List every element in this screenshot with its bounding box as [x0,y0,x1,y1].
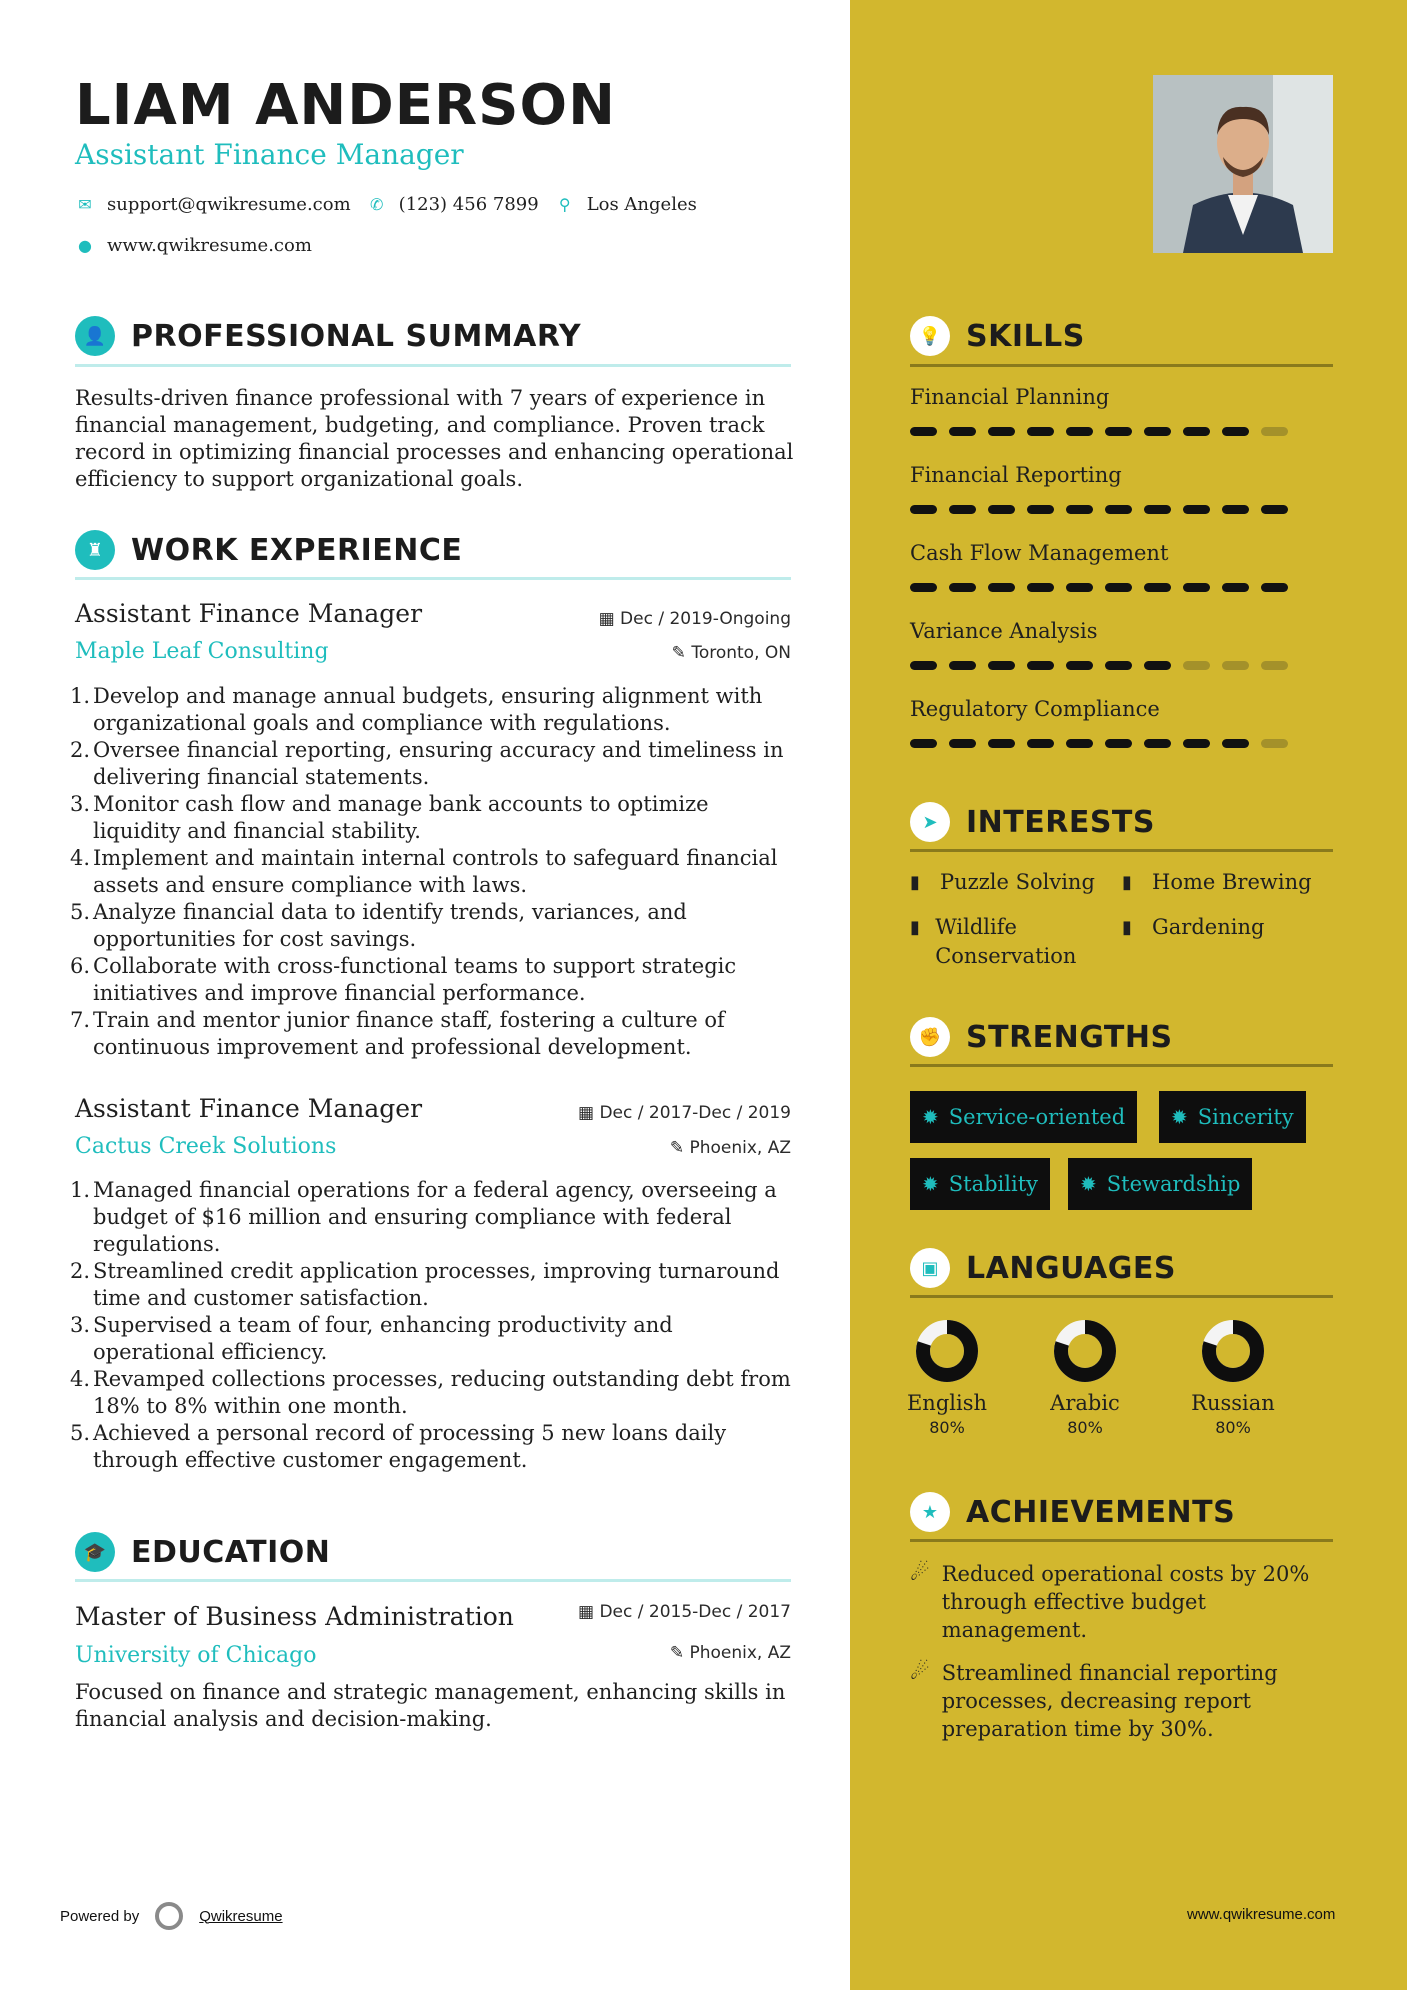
rating-dot [1066,583,1093,592]
strengths-divider [910,1064,1333,1067]
language-gauge [1053,1319,1117,1383]
rating-dot [910,505,937,514]
graduate-icon: 🎓 [75,1532,115,1572]
rating-dot [1183,739,1210,748]
envelope-icon: ✉ [78,195,92,214]
book-icon: ▮ [1122,917,1132,938]
book-icon: ▮ [1122,872,1132,893]
language-name: Russian [1191,1391,1275,1415]
rating-dot [1261,427,1288,436]
contact-row [75,193,697,217]
skill-rating [910,739,1333,748]
skill-name: Cash Flow Management [910,541,1169,565]
footer-site[interactable]: www.qwikresume.com [1187,1906,1336,1923]
skill-name: Financial Reporting [910,463,1122,487]
calendar-icon: ▦ [578,1103,595,1123]
achievements-heading: ★ ACHIEVEMENTS [910,1492,1235,1532]
rating-dot [1222,583,1249,592]
interest-item: ▮ Home Brewing [1122,868,1342,897]
summary-divider [75,364,791,367]
job-role: Assistant Finance Manager [75,599,423,628]
rating-dot [1066,661,1093,670]
rating-dot [1105,739,1132,748]
experience-heading: ♜ WORK EXPERIENCE [75,530,462,570]
badge-icon: ✹ [1171,1105,1188,1129]
duty-item: 4. Implement and maintain internal controls to safeguard financial assets and ensure compliance with laws. [70,846,778,897]
book-icon: ▮ [910,872,920,893]
duty-item: 6. Collaborate with cross-functional teams to support strategic initiatives and improve financial performance. [70,954,737,1005]
pin-icon: ✎ [669,1138,685,1158]
skill-rating [910,505,1333,514]
rating-dot [1183,427,1210,436]
rating-dot [1261,505,1288,514]
skill-item [910,695,1333,773]
strength-tag: ✹ Service-oriented [910,1091,1137,1143]
duty-item: 1. Managed financial operations for a federal agency, overseeing a budget of $16 million and ensuring compliance with federal regulations. [70,1178,777,1256]
rating-dot [1027,583,1054,592]
rating-dot [910,739,937,748]
rating-dot [1066,739,1093,748]
rating-dot [1261,583,1288,592]
paper-plane-icon: ➤ [910,802,950,842]
location-text: Los Angeles [586,194,697,215]
calendar-icon: ▦ [578,1602,595,1622]
rating-dot [1261,661,1288,670]
website-row [75,234,312,258]
rating-dot [1222,505,1249,514]
rating-dot [1144,739,1171,748]
rating-dot [949,427,976,436]
rating-dot [1066,505,1093,514]
rating-dot [1144,427,1171,436]
summary-heading: 👤 PROFESSIONAL SUMMARY [75,316,581,356]
duty-item: 5. Analyze financial data to identify trends, variances, and opportunities for cost savings. [70,900,687,951]
rating-dot [1144,661,1171,670]
job-dates: ▦ Dec / 2017-Dec / 2019 [578,1103,791,1123]
rating-dot [1105,427,1132,436]
skills-divider [910,364,1333,367]
phone-icon: ✆ [369,195,384,214]
rating-dot [988,739,1015,748]
shooting-star-icon: ☄ [910,1660,930,1685]
duty-item: 5. Achieved a personal record of processing 5 new loans daily through effective customer engagement. [70,1421,727,1472]
rating-dot [1222,661,1249,670]
shooting-star-icon: ☄ [910,1561,930,1586]
job-role: Assistant Finance Manager [75,1094,423,1123]
job-location: ✎ Toronto, ON [671,643,791,663]
language-percent: 80% [1215,1418,1251,1437]
rating-dot [988,583,1015,592]
footer-powered: Powered by Qwikresume [60,1902,283,1930]
globe-icon: ● [78,236,92,255]
profile-photo [1153,75,1333,253]
user-icon: 👤 [75,316,115,356]
job-duties-list [70,683,797,1061]
rating-dot [910,427,937,436]
strength-tag: ✹ Sincerity [1159,1091,1306,1143]
job-location: ✎ Phoenix, AZ [669,1138,791,1158]
language-percent: 80% [929,1418,965,1437]
rating-dot [988,505,1015,514]
language-gauge [915,1319,979,1383]
education-school: University of Chicago [75,1643,317,1668]
duty-item: 4. Revamped collections processes, reducing outstanding debt from 18% to 8% within one month. [70,1367,791,1418]
pin-icon: ✎ [671,643,686,663]
skill-name: Regulatory Compliance [910,697,1160,721]
skill-item [910,539,1333,617]
education-heading: 🎓 EDUCATION [75,1532,330,1572]
language-item [1030,1319,1140,1439]
rating-dot [910,661,937,670]
interests-heading: ➤ INTERESTS [910,802,1155,842]
badge-icon: ✹ [922,1105,939,1129]
interest-item: ▮ Wildlife Conservation [910,913,1110,971]
rating-dot [988,427,1015,436]
interest-item: ▮ Puzzle Solving [910,868,1110,897]
rating-dot [949,583,976,592]
rating-dot [1027,505,1054,514]
language-item [1178,1319,1288,1439]
rating-dot [1027,739,1054,748]
phone-text: (123) 456 7899 [398,194,539,215]
skill-item [910,383,1333,461]
skill-name: Financial Planning [910,385,1110,409]
candidate-name: LIAM ANDERSON [75,73,616,138]
rating-dot [949,739,976,748]
strengths-heading: ✊ STRENGTHS [910,1017,1173,1057]
rating-dot [988,661,1015,670]
rating-dot [1027,661,1054,670]
duty-item: 3. Monitor cash flow and manage bank accounts to optimize liquidity and financial stability. [70,792,709,843]
email-text[interactable]: support@qwikresume.com [107,194,351,215]
language-name: Arabic [1050,1391,1120,1415]
badge-icon: ✹ [1080,1172,1097,1196]
map-pin-icon: ⚲ [558,195,571,214]
achievement-item: ☄ Streamlined financial reporting processes, decreasing report preparation time by 30%. [910,1660,1278,1741]
brand-link[interactable]: Qwikresume [199,1907,283,1925]
language-gauge [1201,1319,1265,1383]
education-divider [75,1579,791,1582]
rating-dot [1144,505,1171,514]
education-text: Focused on finance and strategic management, enhancing skills in financial analysis and decision-making. [75,1680,786,1731]
interests-divider [910,849,1333,852]
education-dates: ▦ Dec / 2015-Dec / 2017 [578,1602,791,1622]
education-location: ✎ Phoenix, AZ [669,1643,791,1663]
skill-name: Variance Analysis [910,619,1098,643]
strength-tag: ✹ Stewardship [1068,1158,1252,1210]
badge-icon: ✹ [922,1172,939,1196]
rating-dot [949,661,976,670]
job-dates: ▦ Dec / 2019-Ongoing [598,609,791,629]
rating-dot [1183,505,1210,514]
skill-rating [910,661,1333,670]
skill-rating [910,427,1333,436]
qwikresume-logo-icon [155,1902,183,1930]
star-icon: ★ [910,1492,950,1532]
experience-divider [75,577,791,580]
rating-dot [1105,505,1132,514]
skills-heading: 💡 SKILLS [910,316,1085,356]
languages-heading: ▣ LANGUAGES [910,1248,1176,1288]
job-company: Cactus Creek Solutions [75,1134,337,1159]
candidate-title: Assistant Finance Manager [75,138,464,171]
language-name: English [906,1391,988,1415]
book-icon: ▮ [910,917,920,938]
rating-dot [1183,583,1210,592]
rating-dot [1222,739,1249,748]
rating-dot [949,505,976,514]
rating-dot [1105,583,1132,592]
interest-item: ▮ Gardening [1122,913,1342,942]
achievements-divider [910,1539,1333,1542]
rating-dot [1105,661,1132,670]
duty-item: 7. Train and mentor junior finance staff, fostering a culture of continuous improvement and professional development. [70,1008,725,1059]
duty-item: 2. Streamlined credit application processes, improving turnaround time and customer satisfaction. [70,1259,780,1310]
rating-dot [1183,661,1210,670]
strength-tag: ✹ Stability [910,1158,1050,1210]
achievement-item: ☄ Reduced operational costs by 20% through effective budget management. [910,1561,1310,1642]
skill-item [910,617,1333,695]
languages-divider [910,1295,1333,1298]
rating-dot [910,583,937,592]
education-degree: Master of Business Administration [75,1602,514,1631]
language-percent: 80% [1067,1418,1103,1437]
summary-text: Results-driven finance professional with 7 years of experience in financial management, budgeting, and compliance. Proven track record in optimizing financial processes and enhancing operational efficiency to support organizational goals. [75,386,794,491]
skill-item [910,461,1333,539]
job-company: Maple Leaf Consulting [75,639,329,664]
duty-item: 3. Supervised a team of four, enhancing productivity and operational efficiency. [70,1313,673,1364]
job-duties-list [70,1177,797,1474]
language-card-icon: ▣ [910,1248,950,1288]
lightbulb-icon: 💡 [910,316,950,356]
duty-item: 1. Develop and manage annual budgets, ensuring alignment with organizational goals and compliance with regulations. [70,684,763,735]
chair-icon: ♜ [75,530,115,570]
duty-item: 2. Oversee financial reporting, ensuring accuracy and timeliness in delivering financial statements. [70,738,784,789]
website-text[interactable]: www.qwikresume.com [107,235,312,256]
rating-dot [1066,427,1093,436]
calendar-icon: ▦ [598,609,615,629]
pin-icon: ✎ [669,1643,685,1663]
language-item [892,1319,1002,1439]
rating-dot [1144,583,1171,592]
rating-dot [1027,427,1054,436]
rating-dot [1222,427,1249,436]
raised-fist-icon: ✊ [910,1017,950,1057]
skills-list [910,383,1333,773]
skill-rating [910,583,1333,592]
rating-dot [1261,739,1288,748]
